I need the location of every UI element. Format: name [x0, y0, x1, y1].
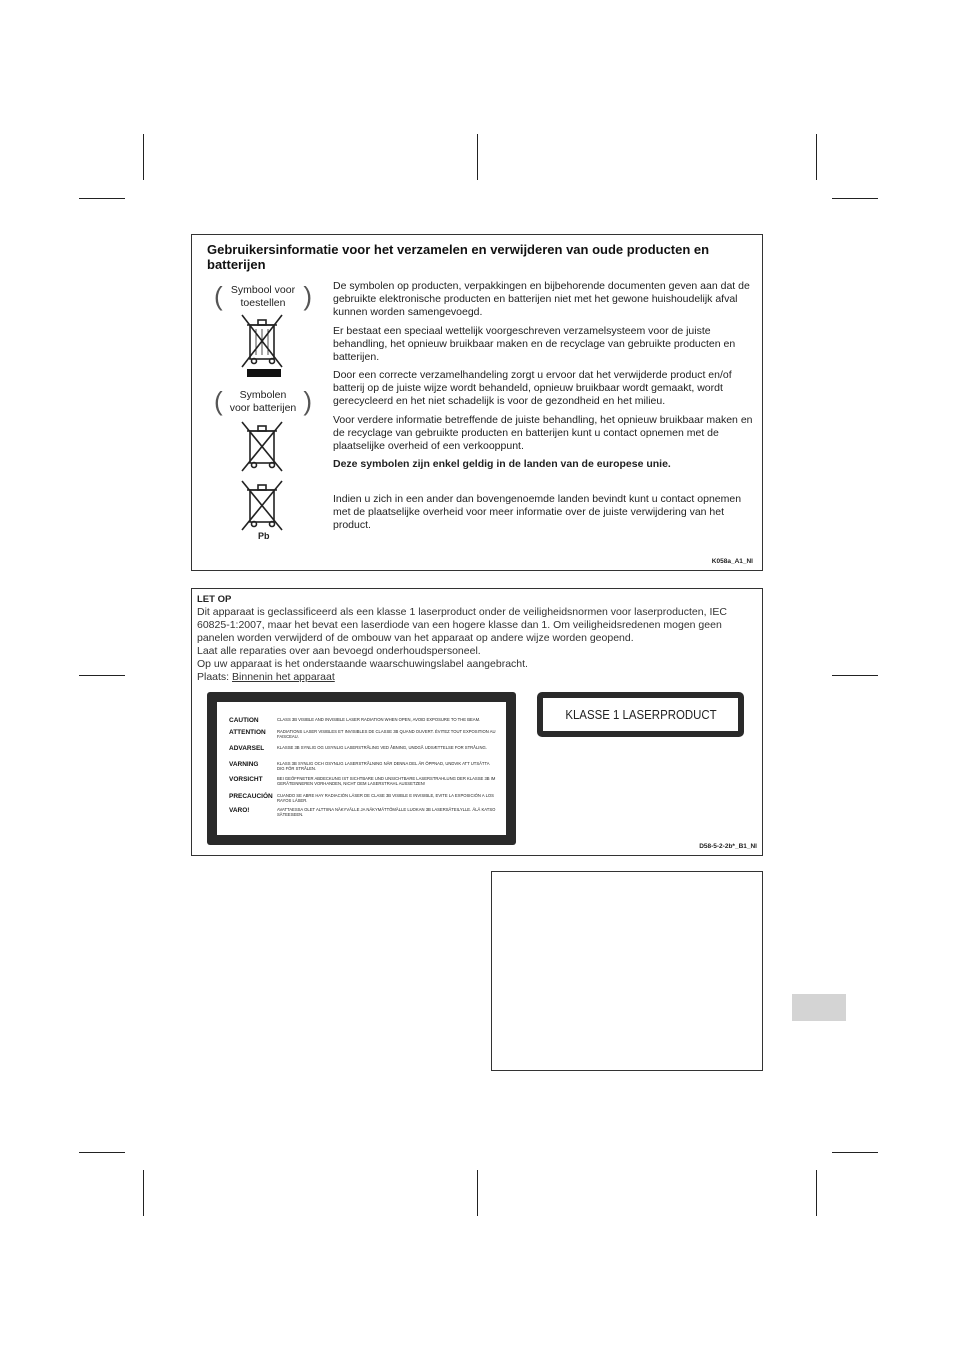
plaats-value: Binnenin het apparaat: [232, 671, 335, 683]
eu-note: Deze symbolen zijn enkel geldig in de landen van de europese unie.: [333, 458, 671, 470]
laser-line: Laat alle reparaties over aan bevoegd onderhoudspersoneel.: [197, 645, 481, 657]
klasse-1-label: KLASSE 1 LASERPRODUCT: [537, 692, 744, 737]
crop-mark: [477, 1170, 478, 1216]
laser-heading: LET OP: [197, 594, 232, 605]
plaats-line: Plaats: Binnenin het apparaat: [197, 671, 335, 683]
pb-label: Pb: [258, 531, 270, 541]
crossed-bin-battery-pb-icon: [238, 480, 288, 532]
crop-mark: [816, 134, 817, 180]
laser-line: 60825-1:2007, maar het bevat een laserdiode van een hogere klasse dan 1. Om veiligheidsredenen mogen geen: [197, 619, 722, 631]
crop-mark: [832, 1152, 878, 1153]
crossed-bin-battery-icon: [238, 421, 288, 473]
black-bar-icon: [247, 369, 281, 377]
laser-warning-box: [191, 588, 763, 856]
paragraph: Door een correcte verzamelhandeling zorgt u ervoor dat het verwijderde product en/of batterij op de juiste wijze wordt behandeld, opnieuw bruikbaar wordt gemaakt, wordt gerecycleerd en het niet schadelijk is voor de gezondheid en het milieu.: [333, 369, 732, 407]
laser-line: Op uw apparaat is het onderstaande waarschuwingslabel aangebracht.: [197, 658, 528, 670]
crop-mark: [143, 134, 144, 180]
crop-mark: [79, 1152, 125, 1153]
crop-mark: [79, 198, 125, 199]
recycling-info-box: [191, 234, 763, 571]
page-tab: [792, 994, 846, 1021]
crop-mark: [477, 134, 478, 180]
crop-mark: [79, 675, 125, 676]
laser-line: panelen worden verwijderd of de ombouw van het apparaat op andere wijze worden geopend.: [197, 632, 634, 644]
crop-mark: [832, 198, 878, 199]
crop-mark: [816, 1170, 817, 1216]
paragraph: Indien u zich in een ander dan bovengenoemde landen bevindt kunt u contact opnemen met de plaatselijke overheid voor meer informatie over de juiste verwijdering van het product.: [333, 493, 742, 531]
crossed-bin-device-icon: [238, 313, 288, 377]
crop-mark: [832, 675, 878, 676]
crop-mark: [143, 1170, 144, 1216]
devices-symbol-label: ( Symbool voor toestellen ): [214, 281, 312, 311]
paragraph: Voor verdere informatie betreffende de juiste behandling, het opnieuw bruikbaar maken en de recyclage van gebruikte producten en batterijen kunt u contact opnemen met de plaatselijke overheid of een verkooppunt.: [333, 413, 753, 452]
batteries-symbol-label: ( Symbolen voor batterijen ): [214, 386, 312, 416]
recycling-title: Gebruikersinformatie voor het verzamelen en verwijderen van oude producten en batterijen: [207, 242, 710, 272]
paragraph: Er bestaat een speciaal wettelijk voorgeschreven verzamelsysteem voor de juiste behandling, het opnieuw bruikbaar maken en de recyclage van gebruikte producten en batterijen.: [333, 324, 736, 363]
paragraph: De symbolen op producten, verpakkingen en bijbehorende documenten geven aan dat de gebruikte elektronische producten en batterijen niet met het gewone huishoudelijk afval kunnen worden samengevoegd.: [333, 280, 750, 318]
caution-label: CAUTION CLASS 3B VISIBLE AND INVISIBLE LASER RADIATION WHEN OPEN, AVOID EXPOSURE TO THE BEAM. ATTENTION RADIATIONS LASER VISIBLES ET INVISIBLES DE CLASSE 3B QUAND OUVERT. ÉVITEZ TOUT EXPOSITION AU FAISCEAU. ADVARSEL KLASSE 3B SYNLIG OG USYNLIG LASERSTRÅLING VED ÅBNING, UNDGÅ UDSÆTTELSE FOR STRÅLING. VARNING KLASS 3B SYNLIG OCH OSYNLIG LASERSTRÅLNING NÄR DENNA DEL ÄR ÖPPNAD, UNDVIK ATT UTSÄTTA DIG FÖR STRÅLEN. VORSICHT BEI GEÖFFNETER ABDECKUNG IST SICHTBARE UND UNSICHTBARE LASERSTRAHLUNG DER KLASSE 3B IM GERÄTEINNEREN VORHANDEN, NICHT DEM LASERSTRAHL AUSSETZEN! PRECAUCIÓN CUANDO SE ABRE HAY RADIACIÓN LÁSER DE CLASE 3B VISIBLE E INVISIBLE, EVITE LA EXPOSICIÓN A LOS RAYOS LÁSER. VARO! AVATTAESSA OLET ALTTIINA NÄKYVÄLLE JA NÄKYMÄTTÖMÄLLE LUOKAN 3B LASERSÄTEILYLLE. ÄLÄ KATSO SÄTEESEEN.: [207, 692, 516, 845]
laser-line: Dit apparaat is geclassificeerd als een klasse 1 laserproduct onder de veiligheidsnormen voor laserproducten, IEC: [197, 606, 727, 618]
doc-code: K058a_A1_Nl: [711, 558, 753, 565]
doc-code: D58-5-2-2b*_B1_Nl: [699, 843, 757, 850]
laser-body: [197, 606, 753, 684]
empty-frame: [491, 871, 763, 1071]
recycling-paragraphs: [333, 280, 757, 538]
